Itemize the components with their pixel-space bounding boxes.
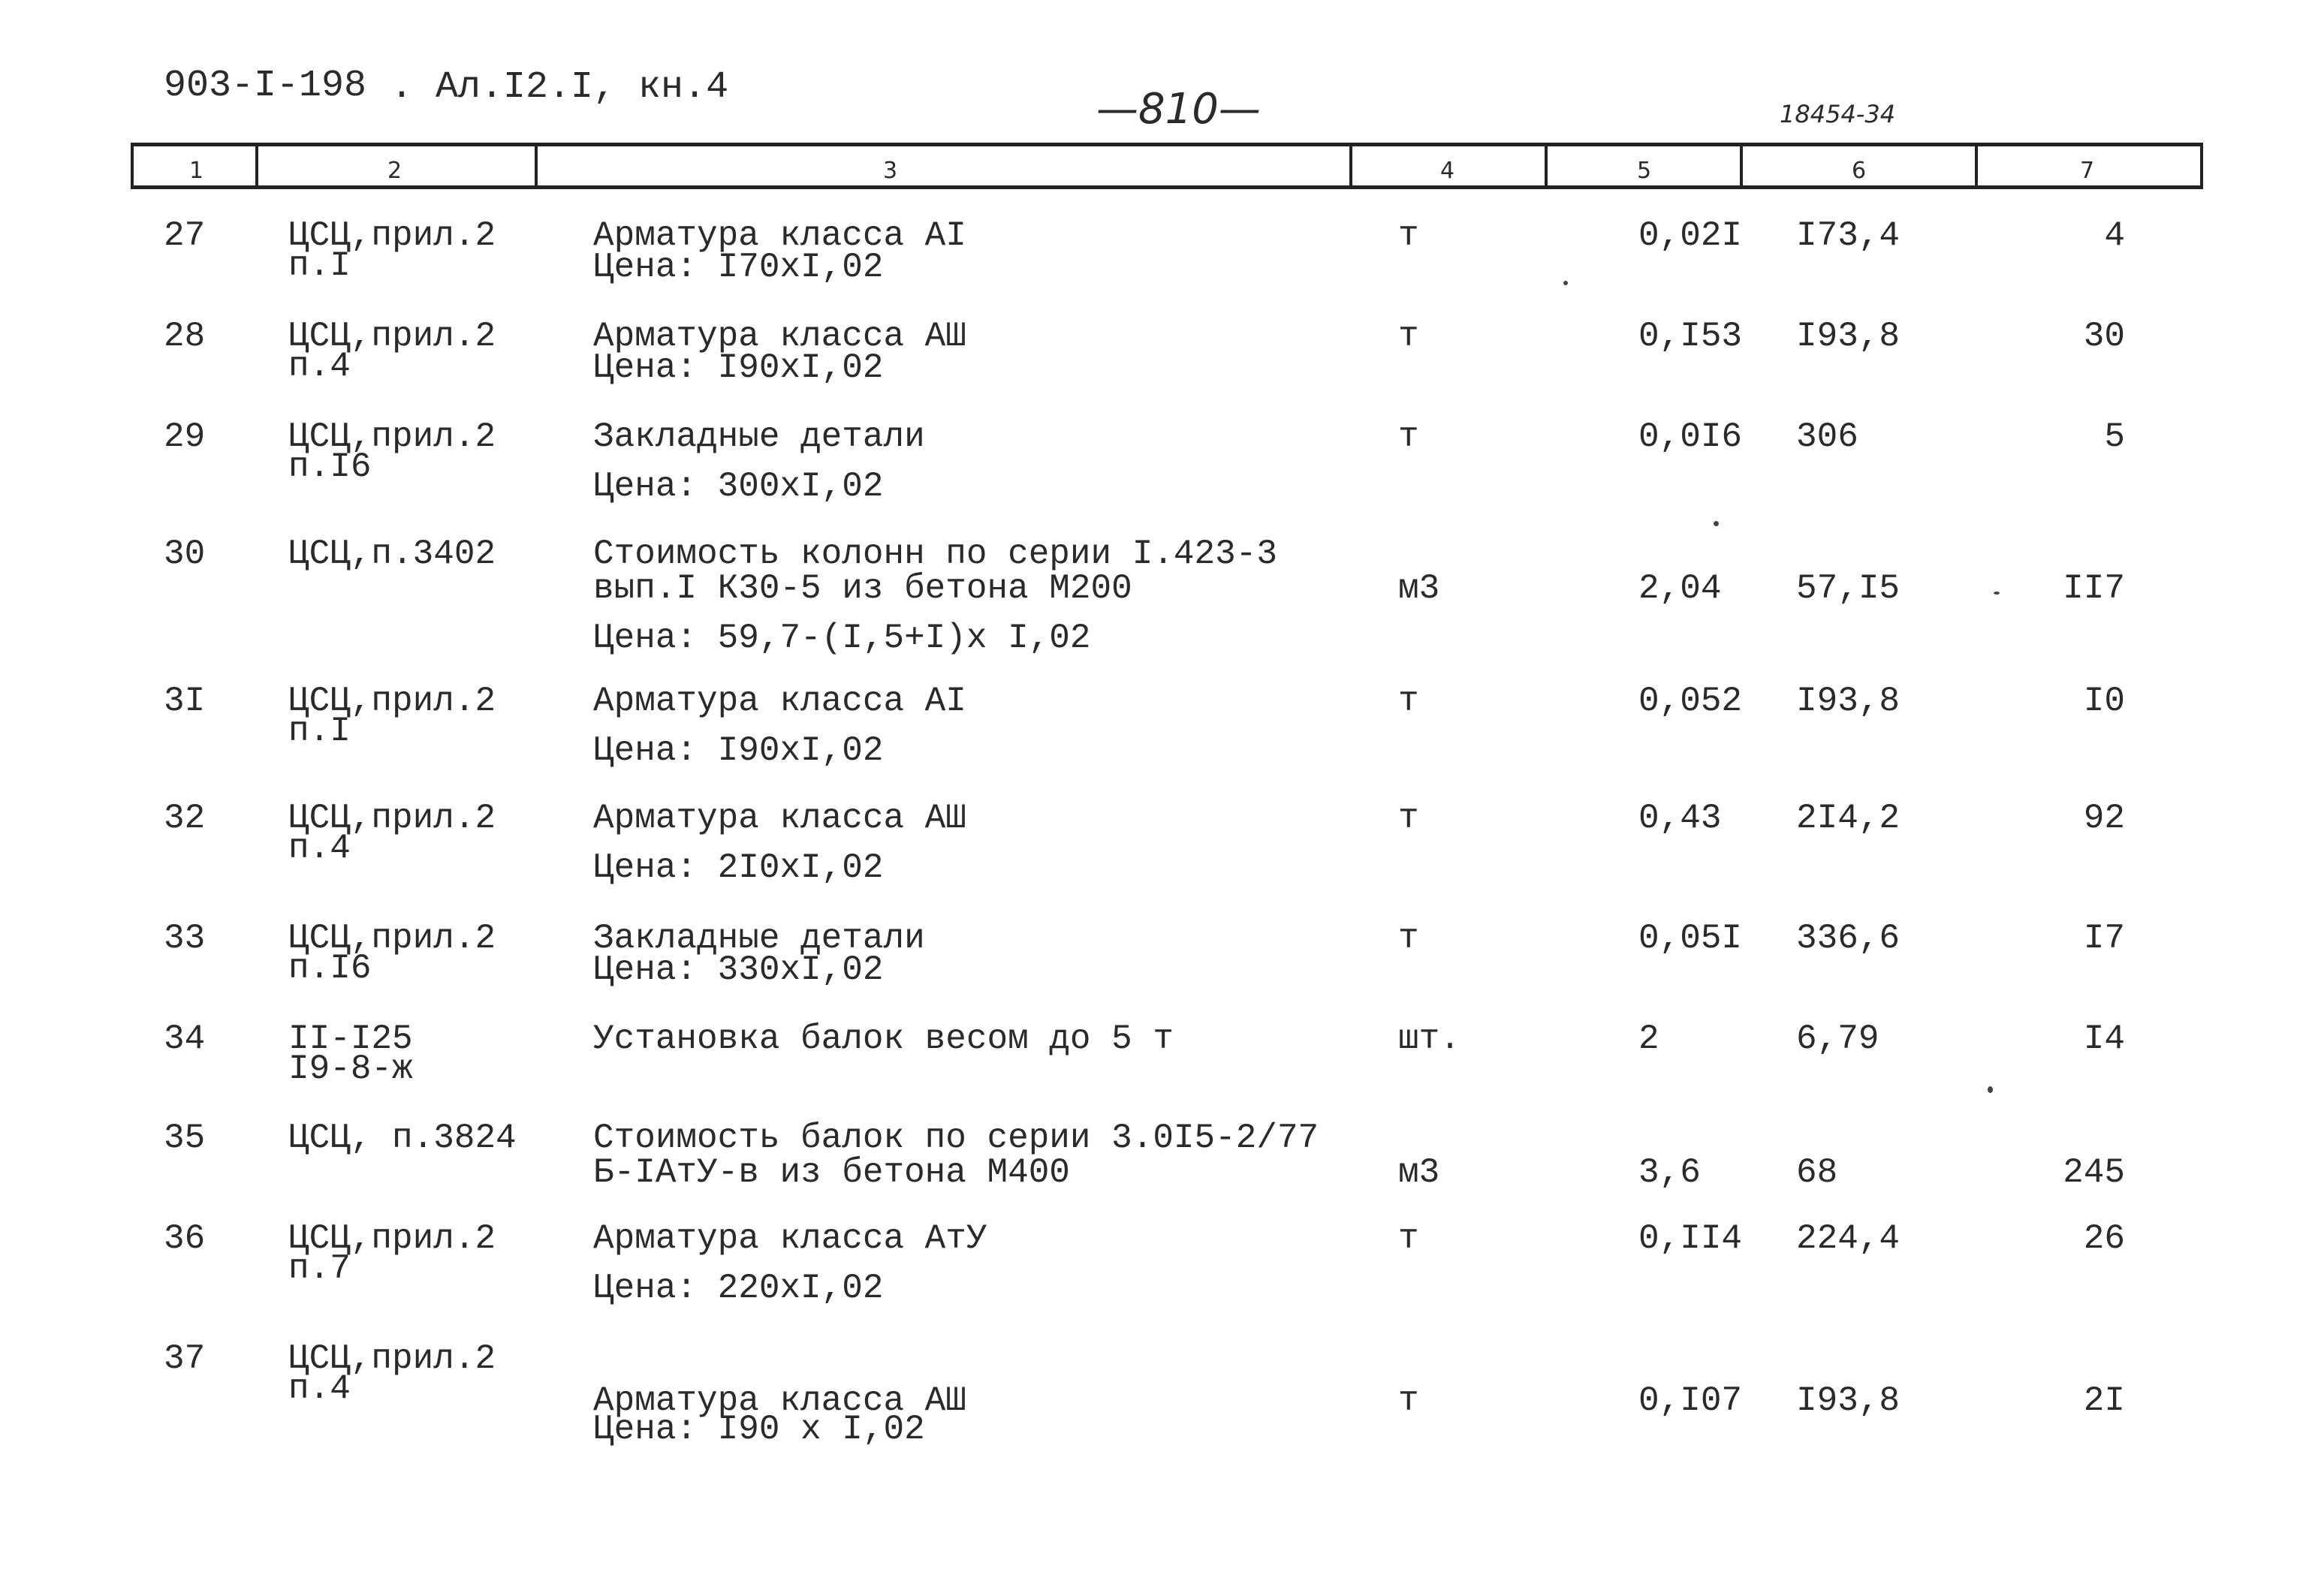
row-unit: т <box>1398 317 1419 356</box>
row-unit: т <box>1398 417 1419 456</box>
row-unit-price: 6,79 <box>1796 1019 1879 1058</box>
row-number: 35 <box>164 1119 206 1158</box>
row-unit: т <box>1398 919 1419 958</box>
row-unit-price: 336,6 <box>1796 919 1901 958</box>
column-divider <box>1545 143 1548 189</box>
row-unit: шт. <box>1398 1019 1460 1058</box>
row-number: 32 <box>164 799 206 838</box>
row-source: ЦСЦ,прил.2 <box>288 919 496 958</box>
sheet-reference: 18454-34 <box>1780 100 1896 128</box>
row-description: вып.I К30-5 из бетона М200 <box>593 569 1132 608</box>
row-source: п.4 <box>288 829 351 868</box>
document-code: 903-I-198 <box>164 65 367 107</box>
column-divider <box>131 143 134 189</box>
row-number: 27 <box>164 216 206 255</box>
row-unit-price: 306 <box>1796 417 1858 456</box>
column-divider <box>255 143 258 189</box>
row-unit: т <box>1398 216 1419 255</box>
row-quantity: 0,052 <box>1638 682 1743 721</box>
row-quantity: 0,I53 <box>1638 317 1743 356</box>
row-unit-price: 68 <box>1796 1153 1838 1192</box>
row-total: 2I <box>2083 1381 2125 1420</box>
row-total: 245 <box>2063 1153 2125 1192</box>
page-number: —810— <box>1096 85 1261 134</box>
row-description: Арматура класса AI <box>593 216 966 255</box>
row-description: Арматура класса АтУ <box>593 1219 987 1258</box>
row-description: Цена: 2I0xI,02 <box>593 848 884 887</box>
column-divider <box>1349 143 1352 189</box>
row-source: п.I6 <box>288 949 372 988</box>
column-divider <box>535 143 538 189</box>
row-unit-price: 224,4 <box>1796 1219 1901 1258</box>
row-source: п.I6 <box>288 447 372 486</box>
column-number: 2 <box>387 158 402 184</box>
row-description: Цена: I90xI,02 <box>593 348 884 387</box>
column-header-frame <box>131 143 2203 189</box>
row-unit-price: I73,4 <box>1796 216 1901 255</box>
row-number: 3I <box>164 682 206 721</box>
row-source: п.I <box>288 712 351 751</box>
row-description: Арматура класса АШ <box>593 1381 966 1420</box>
row-quantity: 2 <box>1638 1019 1659 1058</box>
row-description: Стоимость балок по серии 3.0I5-2/77 <box>593 1119 1319 1158</box>
row-total: 4 <box>2104 216 2125 255</box>
scan-speck <box>1994 592 2000 595</box>
row-source: ЦСЦ,прил.2 <box>288 417 496 456</box>
row-unit: т <box>1398 1381 1419 1420</box>
column-number: 7 <box>2080 158 2095 184</box>
row-number: 30 <box>164 535 206 574</box>
row-unit: м3 <box>1398 1153 1440 1192</box>
row-unit-price: I93,8 <box>1796 682 1901 721</box>
row-unit-price: 2I4,2 <box>1796 799 1901 838</box>
row-source: ЦСЦ,прил.2 <box>288 1219 496 1258</box>
row-unit-price: 57,I5 <box>1796 569 1901 608</box>
scan-speck <box>1988 1086 1993 1093</box>
album-reference: . Ал.I2.I, кн.4 <box>390 66 729 109</box>
row-source: п.4 <box>288 347 351 386</box>
row-source: ЦСЦ,прил.2 <box>288 682 496 721</box>
row-quantity: 3,6 <box>1638 1153 1701 1192</box>
row-total: 26 <box>2083 1219 2125 1258</box>
row-number: 28 <box>164 317 206 356</box>
row-number: 37 <box>164 1339 206 1378</box>
row-source: I9-8-ж <box>288 1049 413 1089</box>
row-description: Закладные детали <box>593 919 925 958</box>
row-source: ЦСЦ,прил.2 <box>288 799 496 838</box>
scan-speck <box>1563 281 1568 285</box>
row-unit-price: I93,8 <box>1796 317 1901 356</box>
row-total: I7 <box>2083 919 2125 958</box>
row-description: Стоимость колонн по серии I.423-3 <box>593 535 1277 574</box>
row-unit: т <box>1398 1219 1419 1258</box>
row-number: 34 <box>164 1019 206 1058</box>
row-source: ЦСЦ,п.3402 <box>288 535 496 574</box>
column-divider <box>1740 143 1743 189</box>
row-quantity: 0,43 <box>1638 799 1722 838</box>
row-description: Цена: 330xI,02 <box>593 950 884 989</box>
row-description: Арматура класса АШ <box>593 317 966 356</box>
column-divider <box>1975 143 1978 189</box>
row-total: II7 <box>2063 569 2125 608</box>
row-source: п.4 <box>288 1369 351 1408</box>
row-source: ЦСЦ,прил.2 <box>288 216 496 255</box>
column-number: 3 <box>883 158 898 184</box>
row-description: Арматура класса АШ <box>593 799 966 838</box>
row-description: Цена: 300xI,02 <box>593 467 884 506</box>
row-number: 36 <box>164 1219 206 1258</box>
row-description: Цена: 220xI,02 <box>593 1269 884 1308</box>
row-description: Б-IАтУ-в из бетона М400 <box>593 1153 1070 1192</box>
row-unit: т <box>1398 799 1419 838</box>
row-total: 92 <box>2083 799 2125 838</box>
row-source: ЦСЦ, п.3824 <box>288 1119 517 1158</box>
row-source: ЦСЦ,прил.2 <box>288 1339 496 1378</box>
row-quantity: 0,I07 <box>1638 1381 1743 1420</box>
column-number: 1 <box>189 158 204 184</box>
row-number: 33 <box>164 919 206 958</box>
row-description: Цена: 59,7-(I,5+I)x I,02 <box>593 619 1091 658</box>
row-quantity: 0,02I <box>1638 216 1743 255</box>
row-unit: т <box>1398 682 1419 721</box>
row-quantity: 2,04 <box>1638 569 1722 608</box>
row-description: Цена: I90xI,02 <box>593 731 884 770</box>
row-source: ЦСЦ,прил.2 <box>288 317 496 356</box>
row-total: 5 <box>2104 417 2125 456</box>
row-number: 29 <box>164 417 206 456</box>
row-total: I0 <box>2083 682 2125 721</box>
row-description: Закладные детали <box>593 417 925 456</box>
column-divider <box>2200 143 2203 189</box>
row-description: Арматура класса AI <box>593 682 966 721</box>
row-description: Установка балок весом до 5 т <box>593 1019 1174 1058</box>
row-source: п.7 <box>288 1249 351 1288</box>
column-number: 6 <box>1852 158 1867 184</box>
column-number: 4 <box>1440 158 1455 184</box>
row-source: II-I25 <box>288 1019 413 1058</box>
row-quantity: 0,05I <box>1638 919 1743 958</box>
row-quantity: 0,0I6 <box>1638 417 1743 456</box>
row-source: п.I <box>288 246 351 285</box>
row-total: 30 <box>2083 317 2125 356</box>
column-number: 5 <box>1637 158 1652 184</box>
row-unit-price: I93,8 <box>1796 1381 1901 1420</box>
row-quantity: 0,II4 <box>1638 1219 1743 1258</box>
row-total: I4 <box>2083 1019 2125 1058</box>
row-unit: м3 <box>1398 569 1440 608</box>
scan-speck <box>1714 521 1719 526</box>
row-description: Цена: I70xI,02 <box>593 248 884 287</box>
row-description: Цена: I90 x I,02 <box>593 1410 925 1449</box>
